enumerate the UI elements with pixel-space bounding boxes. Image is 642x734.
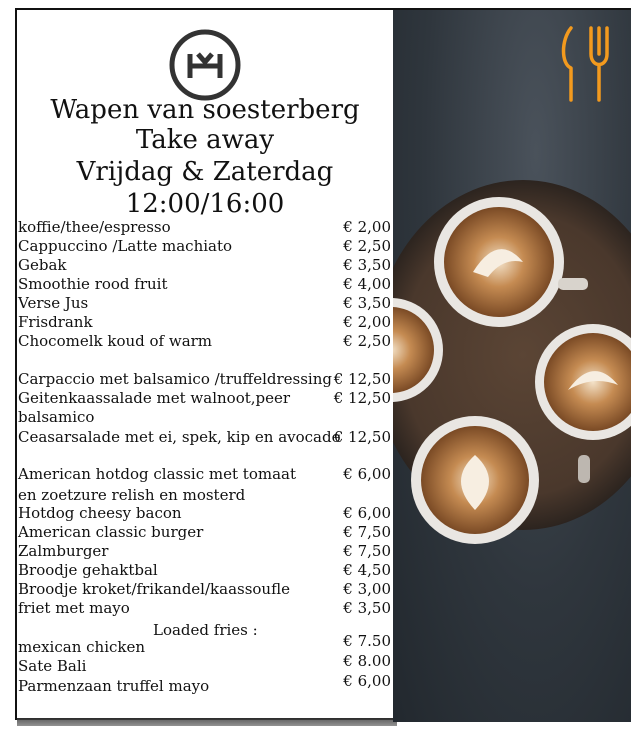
item-name: friet met mayo [18,599,130,617]
coffee-photo [393,10,631,722]
fork-knife-icon [555,24,619,104]
item-name: koffie/thee/espresso [18,218,171,236]
item-price: € 2,00 [343,313,391,331]
restaurant-name: Wapen van soesterberg [50,95,360,125]
coffee-cups-image [393,10,631,722]
item-price: € 12,50 [333,389,391,407]
item-name: Hotdog cheesy bacon [18,504,182,522]
item-price: € 6,00 [343,465,391,483]
item-name: Smoothie rood fruit [18,275,168,293]
item-price: € 12,50 [333,370,391,388]
item-price: € 4,00 [343,275,391,293]
item-name: Gebak [18,256,67,274]
item-name: Verse Jus [18,294,89,312]
item-name: Sate Bali [18,657,87,675]
item-name: Zalmburger [18,542,109,560]
opening-days: Vrijdag & Zaterdag [76,157,334,187]
item-price: € 12,50 [333,428,391,446]
item-price: € 6,00 [343,672,391,690]
item-name: balsamico [18,408,95,426]
opening-hours: 12:00/16:00 [125,189,285,219]
item-name: Carpaccio met balsamico /truffeldressing [18,370,332,388]
crown-logo-icon [168,28,242,102]
item-name: American classic burger [18,523,204,541]
item-price: € 8.00 [343,652,391,670]
item-name: en zoetzure relish en mosterd [18,486,246,504]
panel-shadow [17,718,397,726]
item-name: Frisdrank [18,313,93,331]
item-name: Broodje kroket/frikandel/kaassoufle [18,580,290,598]
item-price: € 7,50 [343,523,391,541]
item-price: € 6,00 [343,504,391,522]
item-name: Geitenkaassalade met walnoot,peer [18,389,291,407]
item-price: € 7,50 [343,542,391,560]
item-price: € 7.50 [343,632,391,650]
item-price: € 3,50 [343,256,391,274]
item-name: Broodje gehaktbal [18,561,158,579]
item-name: mexican chicken [18,638,146,656]
item-price: € 3,00 [343,580,391,598]
item-price: € 4,50 [343,561,391,579]
item-name: American hotdog classic met tomaat [18,465,296,483]
item-name: Parmenzaan truffel mayo [18,677,210,695]
item-price: € 2,50 [343,237,391,255]
item-name: Ceasarsalade met ei, spek, kip en avocado [18,428,341,446]
item-price: € 3,50 [343,294,391,312]
item-price: € 2,50 [343,332,391,350]
item-name: Chocomelk koud of warm [18,332,213,350]
item-price: € 3,50 [343,599,391,617]
takeaway-heading: Take away [135,125,275,155]
loaded-fries-heading: Loaded fries : [153,621,258,639]
item-name: Cappuccino /Latte machiato [18,237,233,255]
item-price: € 2,00 [343,218,391,236]
